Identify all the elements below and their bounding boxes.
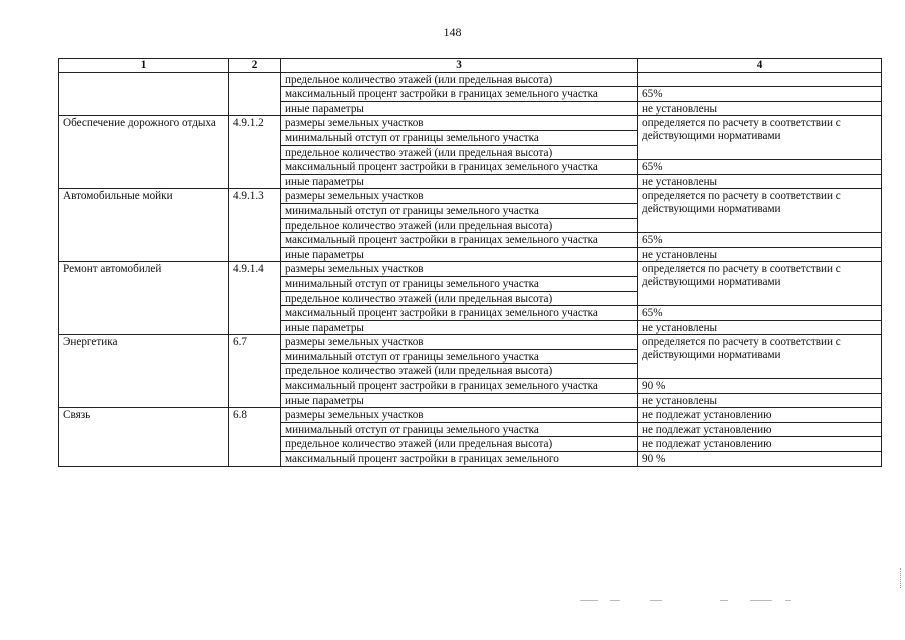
parameter-cell: максимальный процент застройки в границах земельного участка <box>281 233 638 248</box>
table-row <box>59 335 882 350</box>
parameter-cell: иные параметры <box>281 174 638 189</box>
parameter-cell: минимальный отступ от границы земельного участка <box>281 349 638 364</box>
table-row <box>59 72 882 87</box>
parameter-cell: иные параметры <box>281 393 638 408</box>
column-header-2: 2 <box>229 59 281 73</box>
parameter-cell: максимальный процент застройки в границах земельного участка <box>281 379 638 394</box>
value-cell: не подлежат установлению <box>638 437 882 452</box>
scan-artifact-marks <box>580 600 800 603</box>
parameter-cell: иные параметры <box>281 247 638 262</box>
column-header-3: 3 <box>281 59 638 73</box>
table-row <box>59 116 882 131</box>
column-header-4: 4 <box>638 59 882 73</box>
use-code-cell: 4.9.1.2 <box>229 116 281 189</box>
parameter-cell: максимальный процент застройки в границах земельного <box>281 452 638 467</box>
value-cell: 90 % <box>638 452 882 467</box>
use-name-cell: Связь <box>59 408 229 466</box>
value-cell: 65% <box>638 306 882 321</box>
parameter-cell: минимальный отступ от границы земельного участка <box>281 203 638 218</box>
parameter-cell: предельное количество этажей (или предельная высота) <box>281 218 638 233</box>
parameter-cell: предельное количество этажей (или предельная высота) <box>281 145 638 160</box>
use-name-cell: Энергетика <box>59 335 229 408</box>
use-name-cell: Автомобильные мойки <box>59 189 229 262</box>
use-code-cell <box>229 72 281 116</box>
table-header-row <box>59 59 882 73</box>
value-cell <box>638 72 882 87</box>
parameter-cell: предельное количество этажей (или предельная высота) <box>281 437 638 452</box>
value-cell: определяется по расчету в соответствии с действующими нормативами <box>638 116 882 160</box>
table-row <box>59 262 882 277</box>
use-code-cell: 6.8 <box>229 408 281 466</box>
use-name-cell: Ремонт автомобилей <box>59 262 229 335</box>
use-name-cell <box>59 72 229 116</box>
table-body <box>59 72 882 466</box>
table-row <box>59 408 882 423</box>
page-number: 148 <box>443 25 462 39</box>
table-row <box>59 189 882 204</box>
use-code-cell: 4.9.1.4 <box>229 262 281 335</box>
use-code-cell: 4.9.1.3 <box>229 189 281 262</box>
parameter-cell: минимальный отступ от границы земельного участка <box>281 276 638 291</box>
parameter-cell: иные параметры <box>281 320 638 335</box>
use-code-cell: 6.7 <box>229 335 281 408</box>
parameter-cell: минимальный отступ от границы земельного участка <box>281 422 638 437</box>
value-cell: не подлежат установлению <box>638 408 882 423</box>
value-cell: 65% <box>638 87 882 102</box>
value-cell: определяется по расчету в соответствии с действующими нормативами <box>638 335 882 379</box>
value-cell: 65% <box>638 233 882 248</box>
parameter-cell: максимальный процент застройки в границах земельного участка <box>281 87 638 102</box>
zoning-parameters-table <box>58 58 882 467</box>
parameter-cell: размеры земельных участков <box>281 335 638 350</box>
value-cell: не установлены <box>638 174 882 189</box>
use-name-cell: Обеспечение дорожного отдыха <box>59 116 229 189</box>
parameter-cell: максимальный процент застройки в границах земельного участка <box>281 306 638 321</box>
parameter-cell: минимальный отступ от границы земельного участка <box>281 130 638 145</box>
value-cell: определяется по расчету в соответствии с действующими нормативами <box>638 262 882 306</box>
value-cell: 65% <box>638 160 882 175</box>
parameter-cell: размеры земельных участков <box>281 116 638 131</box>
parameter-cell: предельное количество этажей (или предельная высота) <box>281 72 638 87</box>
value-cell: не установлены <box>638 393 882 408</box>
parameter-cell: иные параметры <box>281 101 638 116</box>
value-cell: не установлены <box>638 320 882 335</box>
parameter-cell: предельное количество этажей (или предельная высота) <box>281 291 638 306</box>
column-header-1: 1 <box>59 59 229 73</box>
parameter-cell: максимальный процент застройки в границах земельного участка <box>281 160 638 175</box>
parameter-cell: размеры земельных участков <box>281 262 638 277</box>
value-cell: 90 % <box>638 379 882 394</box>
parameter-cell: размеры земельных участков <box>281 408 638 423</box>
value-cell: не установлены <box>638 247 882 262</box>
parameter-cell: предельное количество этажей (или предельная высота) <box>281 364 638 379</box>
parameter-cell: размеры земельных участков <box>281 189 638 204</box>
scan-edge-dots <box>900 568 903 588</box>
value-cell: определяется по расчету в соответствии с действующими нормативами <box>638 189 882 233</box>
value-cell: не установлены <box>638 101 882 116</box>
value-cell: не подлежат установлению <box>638 422 882 437</box>
